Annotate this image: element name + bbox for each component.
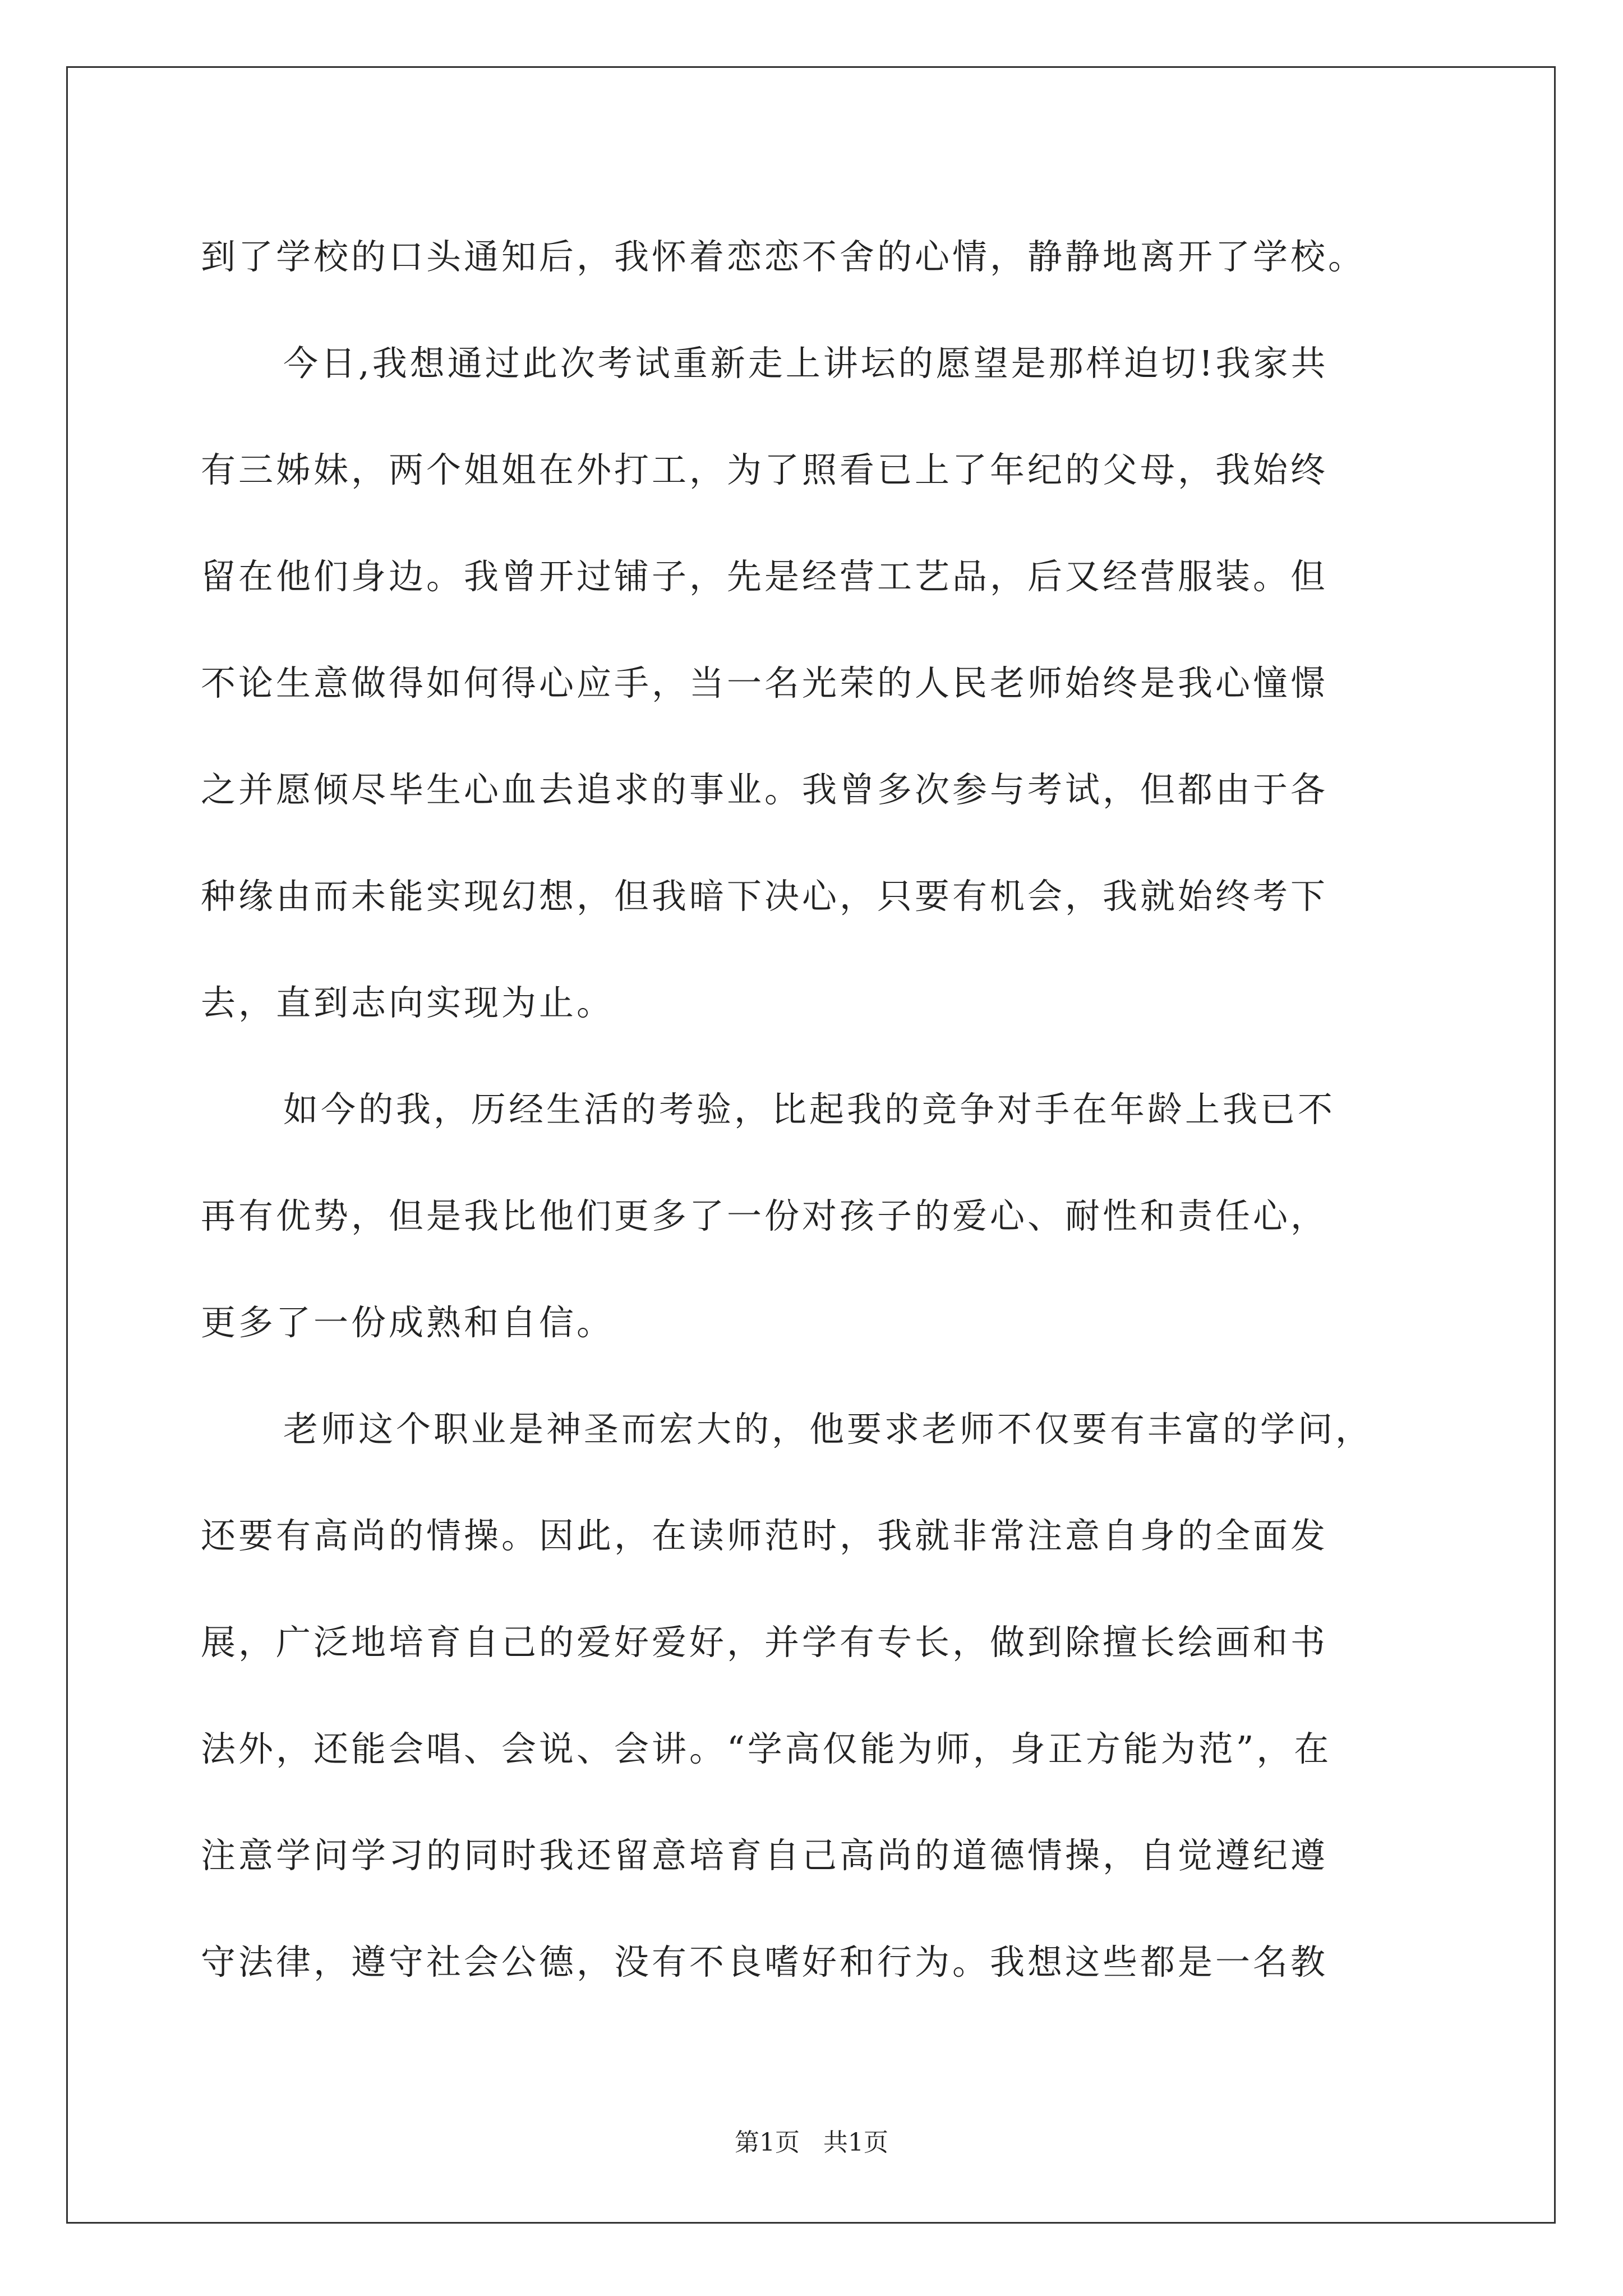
text-line: 如今的我，历经生活的考验，比起我的竞争对手在年龄上我已不 [283,1089,1336,1130]
text-line: 守法律，遵守社会公德，没有不良嗜好和行为。我想这些都是一名教 [201,1941,1329,1982]
text-line: 展，广泛地培育自己的爱好爱好，并学有专长，做到除擅长绘画和书 [201,1622,1329,1663]
page-number-footer: 第1页 共1页 [735,2128,888,2157]
text-line: 种缘由而未能实现幻想，但我暗下决心，只要有机会，我就始终考下 [201,876,1329,917]
text-line: 注意学问学习的同时我还留意培育自己高尚的道德情操，自觉遵纪遵 [201,1835,1329,1876]
text-line: 不论生意做得如何得心应手，当一名光荣的人民老师始终是我心憧憬 [201,662,1329,703]
text-line: 之并愿倾尽毕生心血去追求的事业。我曾多次参与考试，但都由于各 [201,769,1329,810]
text-line: 老师这个职业是神圣而宏大的，他要求老师不仅要有丰富的学问， [283,1409,1373,1450]
text-line: 今日,我想通过此次考试重新走上讲坛的愿望是那样迫切!我家共 [283,343,1329,384]
text-line: 有三姊妹，两个姐姐在外打工，为了照看已上了年纪的父母，我始终 [201,449,1329,490]
text-line: 去，直到志向实现为止。 [201,982,615,1023]
text-line: 再有优势，但是我比他们更多了一份对孩子的爱心、耐性和责任心， [201,1195,1329,1236]
text-line: 到了学校的口头通知后，我怀着恋恋不舍的心情，静静地离开了学校。 [201,236,1366,277]
text-line: 更多了一份成熟和自信。 [201,1302,615,1343]
text-line: 留在他们身边。我曾开过铺子，先是经营工艺品，后又经营服装。但 [201,556,1329,597]
text-line: 法外，还能会唱、会说、会讲。“学高仅能为师，身正方能为范”，在 [201,1728,1332,1769]
text-line: 还要有高尚的情操。因此，在读师范时，我就非常注意自身的全面发 [201,1515,1329,1556]
